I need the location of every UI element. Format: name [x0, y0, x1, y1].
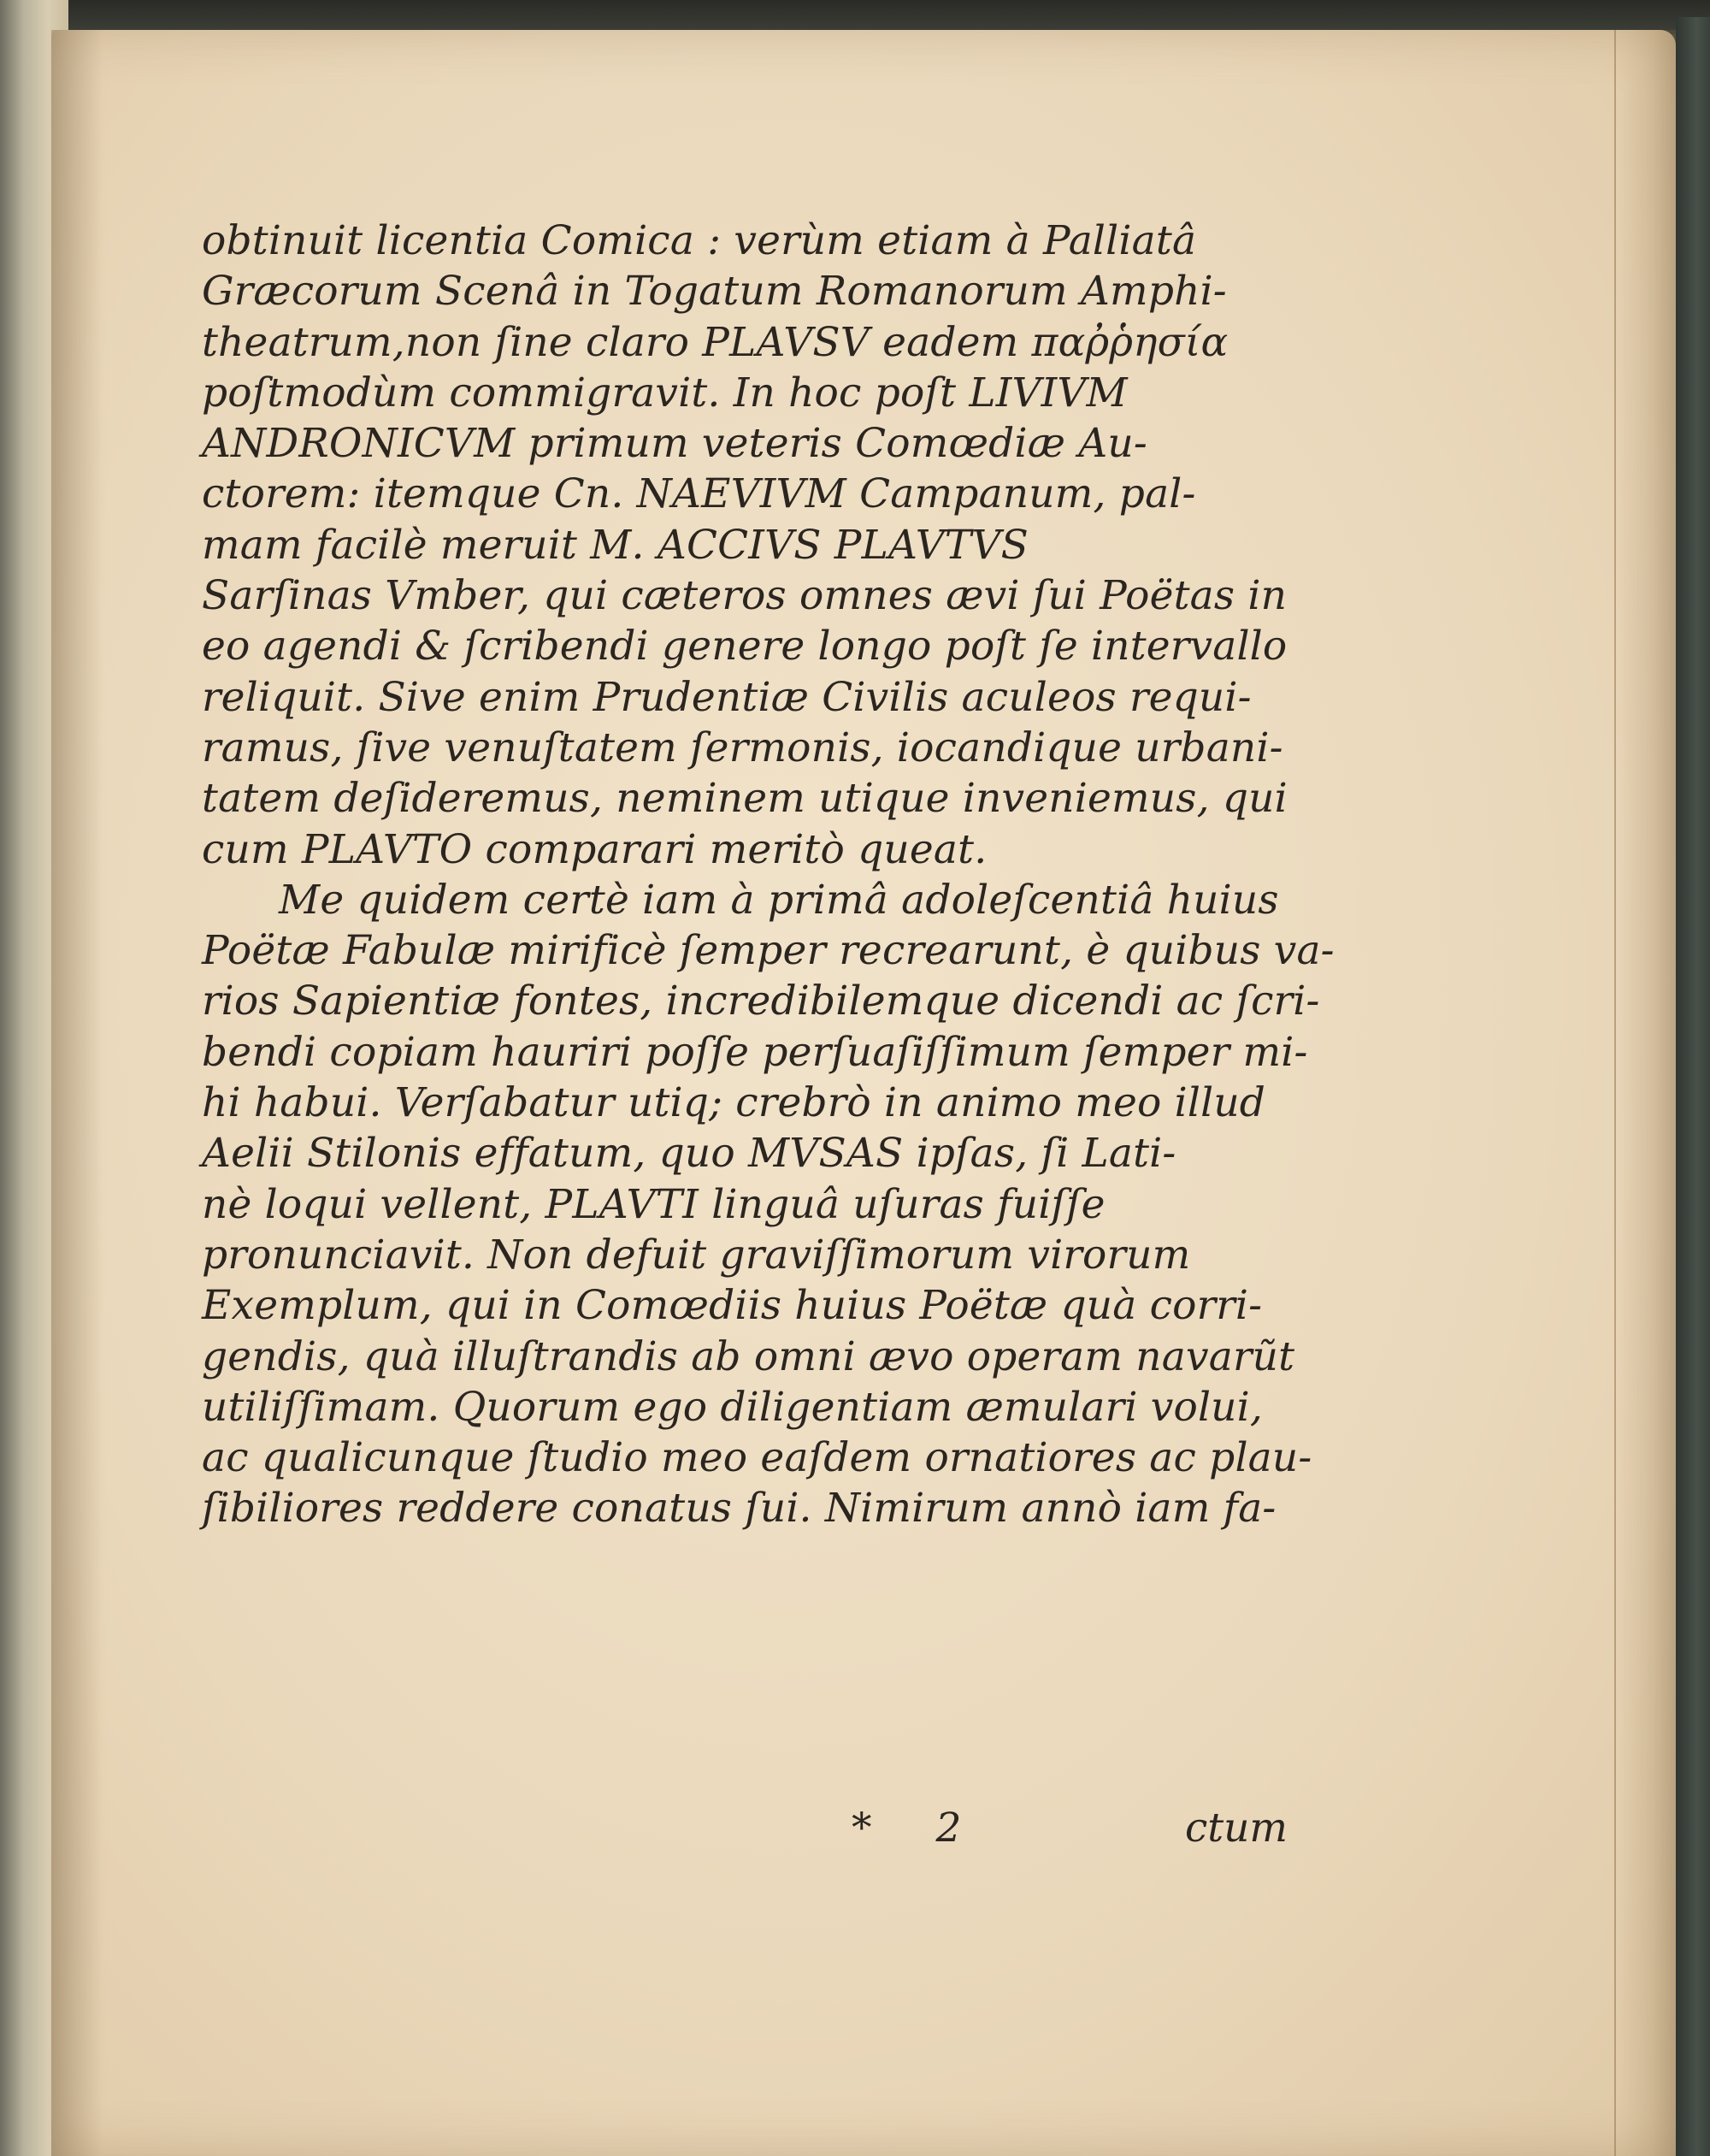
text-line: ac qualicunque ſtudio meo eaſdem ornatiores ac plau- [202, 1434, 1312, 1482]
page-edge-shadow [1614, 30, 1676, 2156]
text-line: Græcorum Scenâ in Togatum Romanorum Amphi- [202, 268, 1227, 316]
text-line: tatem deſideremus, neminem utique inveniemus, qui [202, 775, 1288, 823]
text-line: hi habui. Verſabatur utiq; crebrò in animo meo illud [202, 1079, 1266, 1127]
text-line: bendi copiam hauriri poſſe perſuaſiſſimum ſemper mi- [202, 1028, 1308, 1076]
text-line: gendis, quà illuſtrandis ab omni ævo operam navarũt [202, 1332, 1295, 1380]
text-line: nè loqui vellent, PLAVTI linguâ uſuras fuiſſe [202, 1180, 1106, 1228]
text-line: Exemplum, qui in Comœdiis huius Poëtæ quà corri- [202, 1282, 1263, 1330]
signature-mark: * 2 [852, 1805, 988, 1852]
text-line: ANDRONICVM primum veteris Comœdiæ Au- [202, 420, 1147, 468]
text-line: Sarſinas Vmber, qui cæteros omnes ævi ſui Poëtas in [202, 572, 1288, 620]
text-line: reliquit. Sive enim Prudentiæ Civilis aculeos requi- [202, 673, 1252, 721]
text-line: cum PLAVTO comparari meritò queat. [202, 825, 988, 873]
backdrop [0, 0, 1710, 34]
text-line: theatrum,non ſine claro PLAVSV eadem παῤῥησία [202, 318, 1229, 366]
catchword: ctum [1184, 1805, 1288, 1852]
text-line-paragraph-start: Me quidem certè iam à primâ adoleſcentiâ huius [279, 876, 1279, 924]
text-line: obtinuit licentia Comica : verùm etiam à Palliatâ [202, 217, 1197, 264]
text-line: ctorem: itemque Cn. NAEVIVM Campanum, pal- [202, 470, 1196, 518]
page-footer [202, 1805, 1288, 1856]
text-block [202, 216, 1335, 1534]
text-line: ſibiliores reddere conatus ſui. Nimirum annò iam fa- [202, 1485, 1277, 1533]
text-line: Aelii Stilonis effatum, quo MVSAS ipſas, ſi Lati- [202, 1130, 1176, 1178]
text-line: mam facilè meruit M. ACCIVS PLAVTVS [202, 521, 1029, 569]
text-line: utiliſſimam. Quorum ego diligentiam æmulari volui, [202, 1383, 1264, 1431]
book-page-edges [1676, 17, 1710, 2156]
text-line: ramus, ſive venuſtatem ſermonis, iocandique urbani- [202, 724, 1283, 771]
text-line: poſtmodùm commigravit. In hoc poſt LIVIVM [202, 369, 1128, 416]
text-line: pronunciavit. Non defuit graviſſimorum virorum [202, 1231, 1191, 1279]
text-line: Poëtæ Fabulæ mirificè ſemper recrearunt, è quibus va- [202, 927, 1335, 975]
text-line: eo agendi & ſcribendi genere longo poſt ſe intervallo [202, 623, 1288, 670]
page-gutter-shadow [51, 30, 103, 2156]
text-line: rios Sapientiæ fontes, incredibilemque dicendi ac ſcri- [202, 978, 1320, 1025]
